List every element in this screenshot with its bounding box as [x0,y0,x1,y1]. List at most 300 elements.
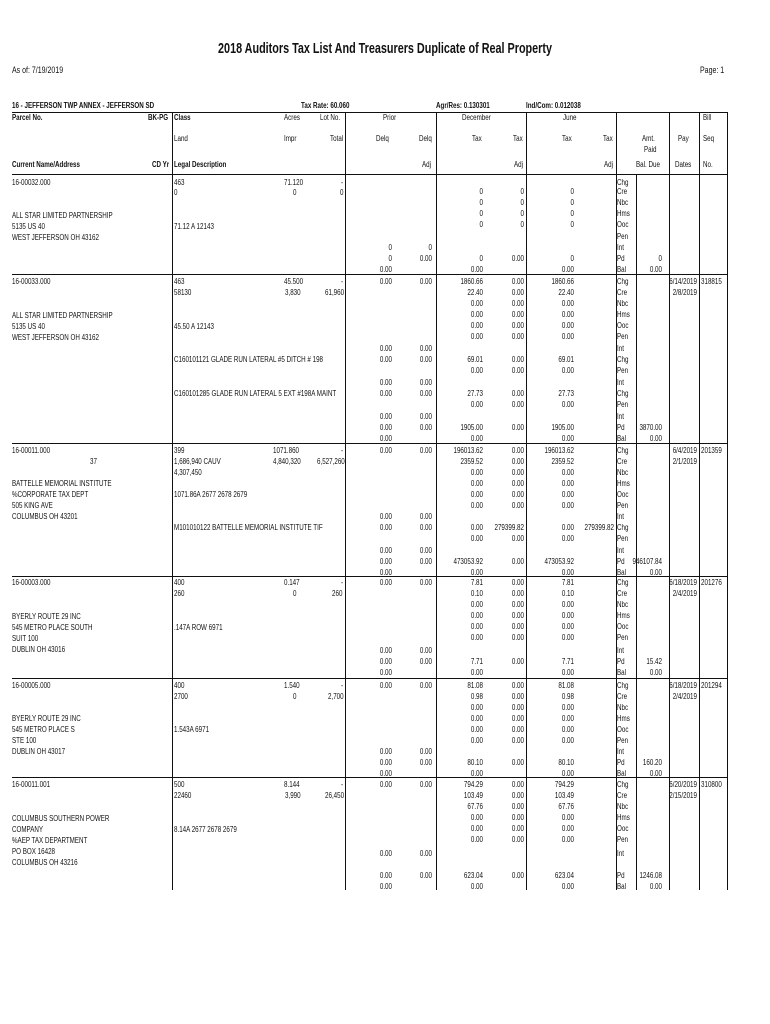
amount-cell: 0 [479,198,483,207]
amount-cell: 0.00 [470,703,483,712]
record-text-p4n4: DUBLIN OH 43016 [12,645,66,654]
amount-cell: 0.00 [470,299,483,308]
amount-cell: 0.00 [511,254,524,263]
amount-cell: 0.00 [470,835,483,844]
amount-cell: 0.00 [511,703,524,712]
amount-cell: 0.00 [379,871,392,880]
charge-code: Ooc [617,622,629,631]
charge-code: Nbc [617,468,629,477]
amount-cell: 0.00 [511,299,524,308]
record-text-p5i: 0 [293,692,297,701]
charge-code: Chg [617,277,629,286]
amount-cell: 0.00 [511,791,524,800]
charge-code: Ooc [617,490,629,499]
amount-cell: 0.00 [511,802,524,811]
district-name: 16 - JEFFERSON TWP ANNEX - JEFFERSON SD [12,101,155,110]
amount-cell: 0.00 [511,423,524,432]
bill-seq-no: 318815 [701,277,722,286]
amount-cell: 0.00 [561,321,574,330]
charge-code: Int [617,344,624,353]
col-paid: Paid [644,145,657,154]
pay-date: 2/1/2019 [672,457,697,466]
amount-cell: 0.10 [470,589,483,598]
amount-cell: 0.00 [379,546,392,555]
record-text-p6n3: %AEP TAX DEPARTMENT [12,836,88,845]
record-text-p6n4: PO BOX 16428 [12,847,56,856]
charge-code: Chg [617,681,629,690]
amount-cell: 0.00 [379,512,392,521]
charge-code: Int [617,512,624,521]
amount-cell: 0.00 [470,725,483,734]
col-tax-jun2: Tax [603,134,613,143]
col-land: Land [174,134,188,143]
amount-cell: 0.00 [470,534,483,543]
record-text-p1n3: WEST JEFFERSON OH 43162 [12,233,99,242]
amount-cell: 0.00 [419,423,432,432]
amount-cell: 0.00 [470,813,483,822]
charge-code: Chg [617,523,629,532]
amount-cell: 0.00 [379,747,392,756]
charge-code: Bal [617,434,627,443]
amount-cell: 27.73 [467,389,483,398]
amount-cell: 0.00 [470,568,483,577]
amount-cell: 0.00 [561,824,574,833]
record-text-p5lg: 1.543A 6971 [174,725,210,734]
col-prior: Prior [383,113,397,122]
amount-cell: 0.00 [561,434,574,443]
record-text-p1lg: 71.12 A 12143 [174,222,214,231]
col-seq: Seq [703,134,715,143]
record-text-p1i: 0 [293,188,297,197]
amount-cell: 81.08 [558,681,574,690]
amount-cell: 0.00 [649,769,662,778]
col-june: June [563,113,577,122]
amount-cell: 0.00 [561,310,574,319]
amount-cell: 0.00 [511,332,524,341]
col-impr: Impr [284,134,297,143]
amount-cell: 0 [479,209,483,218]
amount-cell: 0.00 [470,600,483,609]
bill-seq-no: 201359 [701,446,722,455]
amount-cell: 0 [388,254,392,263]
amount-cell: 0.00 [419,523,432,532]
amount-cell: 0.00 [379,882,392,891]
amount-cell: 0.00 [470,622,483,631]
charge-code: Chg [617,355,629,364]
amount-cell: 2359.52 [551,457,574,466]
amount-cell: 0.00 [470,400,483,409]
amount-cell: 0.00 [419,277,432,286]
amount-cell: 0.00 [511,657,524,666]
amount-cell: 0.00 [511,871,524,880]
amount-cell: 0.00 [379,557,392,566]
bill-seq-no: 310800 [701,780,722,789]
record-text-p1n2: 5135 US 40 [12,222,45,231]
amount-cell: 794.29 [554,780,574,789]
amount-cell: 7.81 [561,578,574,587]
col-no: No. [703,160,713,169]
record-text-p3lg: 1071.86A 2677 2678 2679 [174,490,248,499]
amount-cell: 0.00 [470,714,483,723]
amount-cell: 103.49 [554,791,574,800]
amount-cell: 0 [428,243,432,252]
amount-cell: 0.98 [470,692,483,701]
amount-cell: 0.00 [379,769,392,778]
amount-cell: 0.00 [419,412,432,421]
charge-code: Cre [617,288,628,297]
record-text-p2lg: 45.50 A 12143 [174,322,214,331]
page-number: Page: 1 [700,65,725,75]
charge-code: Pd [617,423,625,432]
amount-cell: 0.00 [379,523,392,532]
record-text-p6n1: COLUMBUS SOUTHERN POWER [12,814,110,823]
pay-date: 2/4/2019 [672,589,697,598]
charge-code: Int [617,243,624,252]
amount-cell: 0.00 [419,254,432,263]
amount-cell: 0.00 [511,490,524,499]
charge-code: Int [617,747,624,756]
amount-cell: 279399.82 [494,523,524,532]
amount-cell: 623.04 [554,871,574,880]
col-tax-jun: Tax [562,134,572,143]
amount-cell: 0.00 [511,780,524,789]
col-divider [669,112,670,890]
amount-cell: 0.00 [379,758,392,767]
record-text-p3l: 1,686,940 CAUV [174,457,221,466]
col-lot-no: Lot No. [320,113,341,122]
header-rule-bottom [12,174,728,175]
amount-cell: 473053.92 [544,557,574,566]
amount-cell: 0.00 [470,468,483,477]
col-adj2: Adj [514,160,524,169]
amount-cell: 3870.00 [639,423,662,432]
amount-cell: 0.00 [649,668,662,677]
charge-code: Pen [617,232,629,241]
record-text-p4c: 400 [174,578,185,587]
amount-cell: 0.00 [511,366,524,375]
amount-cell: 0.00 [419,681,432,690]
record-text-p1l: 0 [174,188,178,197]
col-divider [699,112,700,890]
amount-cell: 0 [658,254,662,263]
amount-cell: 0.00 [419,871,432,880]
amount-cell: 473053.92 [453,557,483,566]
col-delq2: Delq [419,134,432,143]
amount-cell: 0.00 [379,412,392,421]
amount-cell: 0.00 [561,611,574,620]
amount-cell: 0.00 [419,344,432,353]
charge-code: Hms [617,310,630,319]
record-text-p5l: 2700 [174,692,188,701]
amount-cell: 0.00 [379,423,392,432]
record-text-p4a: 0.147 [284,578,300,587]
record-text-p4n2: 545 METRO PLACE SOUTH [12,623,93,632]
amount-cell: 2359.52 [460,457,483,466]
amount-cell: 160.20 [642,758,662,767]
amount-cell: 0.00 [561,714,574,723]
amount-cell: 0.00 [561,633,574,642]
charge-code: Pen [617,366,629,375]
ind-com-rate: Ind/Com: 0.012038 [526,101,581,110]
amount-cell: 0.00 [470,668,483,677]
charge-code: Pen [617,400,629,409]
charge-code: Pen [617,534,629,543]
amount-cell: 0.00 [379,446,392,455]
amount-cell: 0.00 [419,378,432,387]
amount-cell: 0.00 [511,557,524,566]
charge-code: Int [617,546,624,555]
amount-cell: 0.00 [511,589,524,598]
charge-code: Pd [617,254,625,263]
amount-cell: 0.00 [379,277,392,286]
amount-cell: 0.00 [379,568,392,577]
amount-cell: 0.00 [419,849,432,858]
amount-cell: 1860.66 [551,277,574,286]
amount-cell: 0.00 [649,434,662,443]
record-text-p3s1: M101010122 BATTELLE MEMORIAL INSTITUTE TIF [174,523,323,532]
amount-cell: 0.00 [561,622,574,631]
amount-cell: 0.00 [561,479,574,488]
amount-cell: 0.00 [561,534,574,543]
charge-code: Hms [617,813,630,822]
amount-cell: 0 [570,254,574,263]
amount-cell: 0.00 [419,780,432,789]
amount-cell: 0.00 [419,446,432,455]
amount-cell: 0.00 [419,657,432,666]
amount-cell: 0 [520,220,524,229]
amount-cell: 0.00 [561,299,574,308]
amount-cell: 0.00 [511,310,524,319]
record-text-p6d: - [341,780,344,789]
amount-cell: 0.00 [561,835,574,844]
record-text-p3t: 6,527,260 [317,457,345,466]
pay-date: 6/14/2019 [669,277,697,286]
charge-code: Cre [617,692,628,701]
record-text-p2c: 463 [174,277,185,286]
charge-code: Ooc [617,725,629,734]
charge-code: Cre [617,187,628,196]
charge-code: Hms [617,714,630,723]
amount-cell: 0.00 [379,681,392,690]
amount-cell: 0.00 [561,490,574,499]
charge-code: Nbc [617,703,629,712]
record-text-p6t: 26,450 [325,791,345,800]
record-text-p2a: 45.500 [284,277,304,286]
charge-code: Nbc [617,299,629,308]
record-text-p5n4: DUBLIN OH 43017 [12,747,66,756]
col-class: Class [174,113,191,122]
charge-code: Int [617,378,624,387]
record-text-p2l: 58130 [174,288,192,297]
col-divider [172,112,173,890]
charge-code: Bal [617,668,627,677]
charge-code: Ooc [617,824,629,833]
amount-cell: 0.00 [470,882,483,891]
record-text-p5a: 1.540 [284,681,300,690]
amount-cell: 0 [570,220,574,229]
amount-cell: 0.00 [511,714,524,723]
amount-cell: 0.00 [511,578,524,587]
pay-date: 6/4/2019 [672,446,697,455]
amount-cell: 794.29 [463,780,483,789]
amount-cell: 0.00 [419,546,432,555]
charge-code: Int [617,412,624,421]
amount-cell: 0.00 [511,611,524,620]
record-text-p3d: - [341,446,344,455]
record-text-p1a: 71.120 [284,178,304,187]
col-current-name: Current Name/Address [12,160,80,169]
amount-cell: 0.00 [561,769,574,778]
record-text-p2t: 61,960 [325,288,345,297]
record-text-p3i: 4,840,320 [273,457,301,466]
pay-date: 2/8/2019 [672,288,697,297]
amount-cell: 0.00 [511,692,524,701]
charge-code: Nbc [617,600,629,609]
charge-code: Pen [617,501,629,510]
header-rule-top [12,112,728,113]
charge-code: Chg [617,578,629,587]
record-text-p2d: - [341,277,344,286]
amount-cell: 0.00 [561,668,574,677]
amount-cell: 0.00 [419,578,432,587]
amount-cell: 0.00 [511,534,524,543]
amount-cell: 0.00 [419,557,432,566]
col-pay: Pay [678,134,689,143]
charge-code: Pd [617,557,625,566]
charge-code: Ooc [617,321,629,330]
amount-cell: 0.00 [511,277,524,286]
pay-date: 6/20/2019 [669,780,697,789]
amount-cell: 0.00 [470,769,483,778]
amount-cell: 0.00 [561,400,574,409]
charge-code: Pd [617,758,625,767]
amount-cell: 0.00 [379,657,392,666]
amount-cell: 0.00 [470,265,483,274]
charge-code: Pen [617,736,629,745]
amount-cell: 0.00 [649,882,662,891]
amount-cell: 0.00 [511,288,524,297]
amount-cell: 69.01 [467,355,483,364]
col-amt: Amt. [642,134,655,143]
amount-cell: 0.00 [561,265,574,274]
charge-code: Bal [617,769,627,778]
amount-cell: 0.00 [511,725,524,734]
record-text-p2: 16-00033.000 [12,277,51,286]
record-text-p1c: 463 [174,178,185,187]
record-text-p6lg: 8.14A 2677 2678 2679 [174,825,237,834]
amount-cell: 81.08 [467,681,483,690]
amount-cell: 0.00 [511,813,524,822]
amount-cell: 0.00 [379,668,392,677]
charge-code: Bal [617,882,627,891]
charge-code: Pen [617,633,629,642]
amount-cell: 0.00 [561,600,574,609]
record-text-p2i: 3,830 [285,288,301,297]
amount-cell: 0.00 [561,366,574,375]
amount-cell: 0.00 [470,633,483,642]
record-text-p6n5: COLUMBUS OH 43216 [12,858,78,867]
amount-cell: 0.10 [561,589,574,598]
record-text-p2n1: ALL STAR LIMITED PARTNERSHIP [12,311,113,320]
amount-cell: 0.00 [511,389,524,398]
record-text-p6c: 500 [174,780,185,789]
amount-cell: 80.10 [558,758,574,767]
col-dates: Dates [675,160,692,169]
charge-code: Chg [617,780,629,789]
record-text-p4n1: BYERLY ROUTE 29 INC [12,612,81,621]
charge-code: Hms [617,479,630,488]
amount-cell: 0.00 [470,434,483,443]
record-text-p4l: 260 [174,589,185,598]
amount-cell: 1905.00 [551,423,574,432]
amount-cell: 27.73 [558,389,574,398]
pay-date: 6/18/2019 [669,578,697,587]
amount-cell: 0.00 [470,611,483,620]
amount-cell: 1860.66 [460,277,483,286]
col-parcel-no: Parcel No. [12,113,43,122]
charge-code: Bal [617,265,627,274]
amount-cell: 0.00 [511,600,524,609]
charge-code: Pen [617,835,629,844]
pay-date: 2/15/2019 [669,791,697,800]
amount-cell: 0.00 [419,646,432,655]
col-adj3: Adj [604,160,614,169]
amount-cell: 0.00 [561,736,574,745]
amount-cell: 67.76 [467,802,483,811]
record-text-p6n2: COMPANY [12,825,44,834]
amount-cell: 0.00 [379,849,392,858]
amount-cell: 0.00 [649,265,662,274]
amount-cell: 0.00 [511,633,524,642]
amount-cell: 0.00 [511,468,524,477]
charge-code: Pd [617,871,625,880]
charge-code: Chg [617,389,629,398]
record-text-p3n2: %CORPORATE TAX DEPT [12,490,89,499]
col-divider [727,112,728,890]
amount-cell: 1905.00 [460,423,483,432]
amount-cell: 0.00 [511,501,524,510]
amount-cell: 0.00 [470,366,483,375]
amount-cell: 196013.62 [453,446,483,455]
amount-cell: 0.00 [470,523,483,532]
record-text-p3y: 37 [90,457,97,466]
amount-cell: 69.01 [558,355,574,364]
charge-code: Pd [617,657,625,666]
amount-cell: 0.00 [511,736,524,745]
amount-cell: 0.00 [511,758,524,767]
col-acres: Acres [284,113,300,122]
charge-code: Chg [617,178,629,187]
amount-cell: 15.42 [646,657,662,666]
charge-code: Bal [617,568,627,577]
record-text-p1n1: ALL STAR LIMITED PARTNERSHIP [12,211,113,220]
record-text-p3: 16-00011.000 [12,446,51,455]
amount-cell: 0.00 [511,457,524,466]
charge-code: Nbc [617,198,629,207]
amount-cell: 0.00 [511,321,524,330]
amount-cell: 0.00 [511,622,524,631]
amount-cell: 0.00 [561,813,574,822]
record-text-p5c: 400 [174,681,185,690]
amount-cell: 0.00 [470,490,483,499]
charge-code: Cre [617,589,628,598]
agr-res-rate: Agr/Res: 0.130301 [436,101,490,110]
charge-code: Nbc [617,802,629,811]
amount-cell: 0 [520,209,524,218]
record-text-p5n3: STE 100 [12,736,37,745]
amount-cell: 0 [479,220,483,229]
charge-code: Cre [617,457,628,466]
